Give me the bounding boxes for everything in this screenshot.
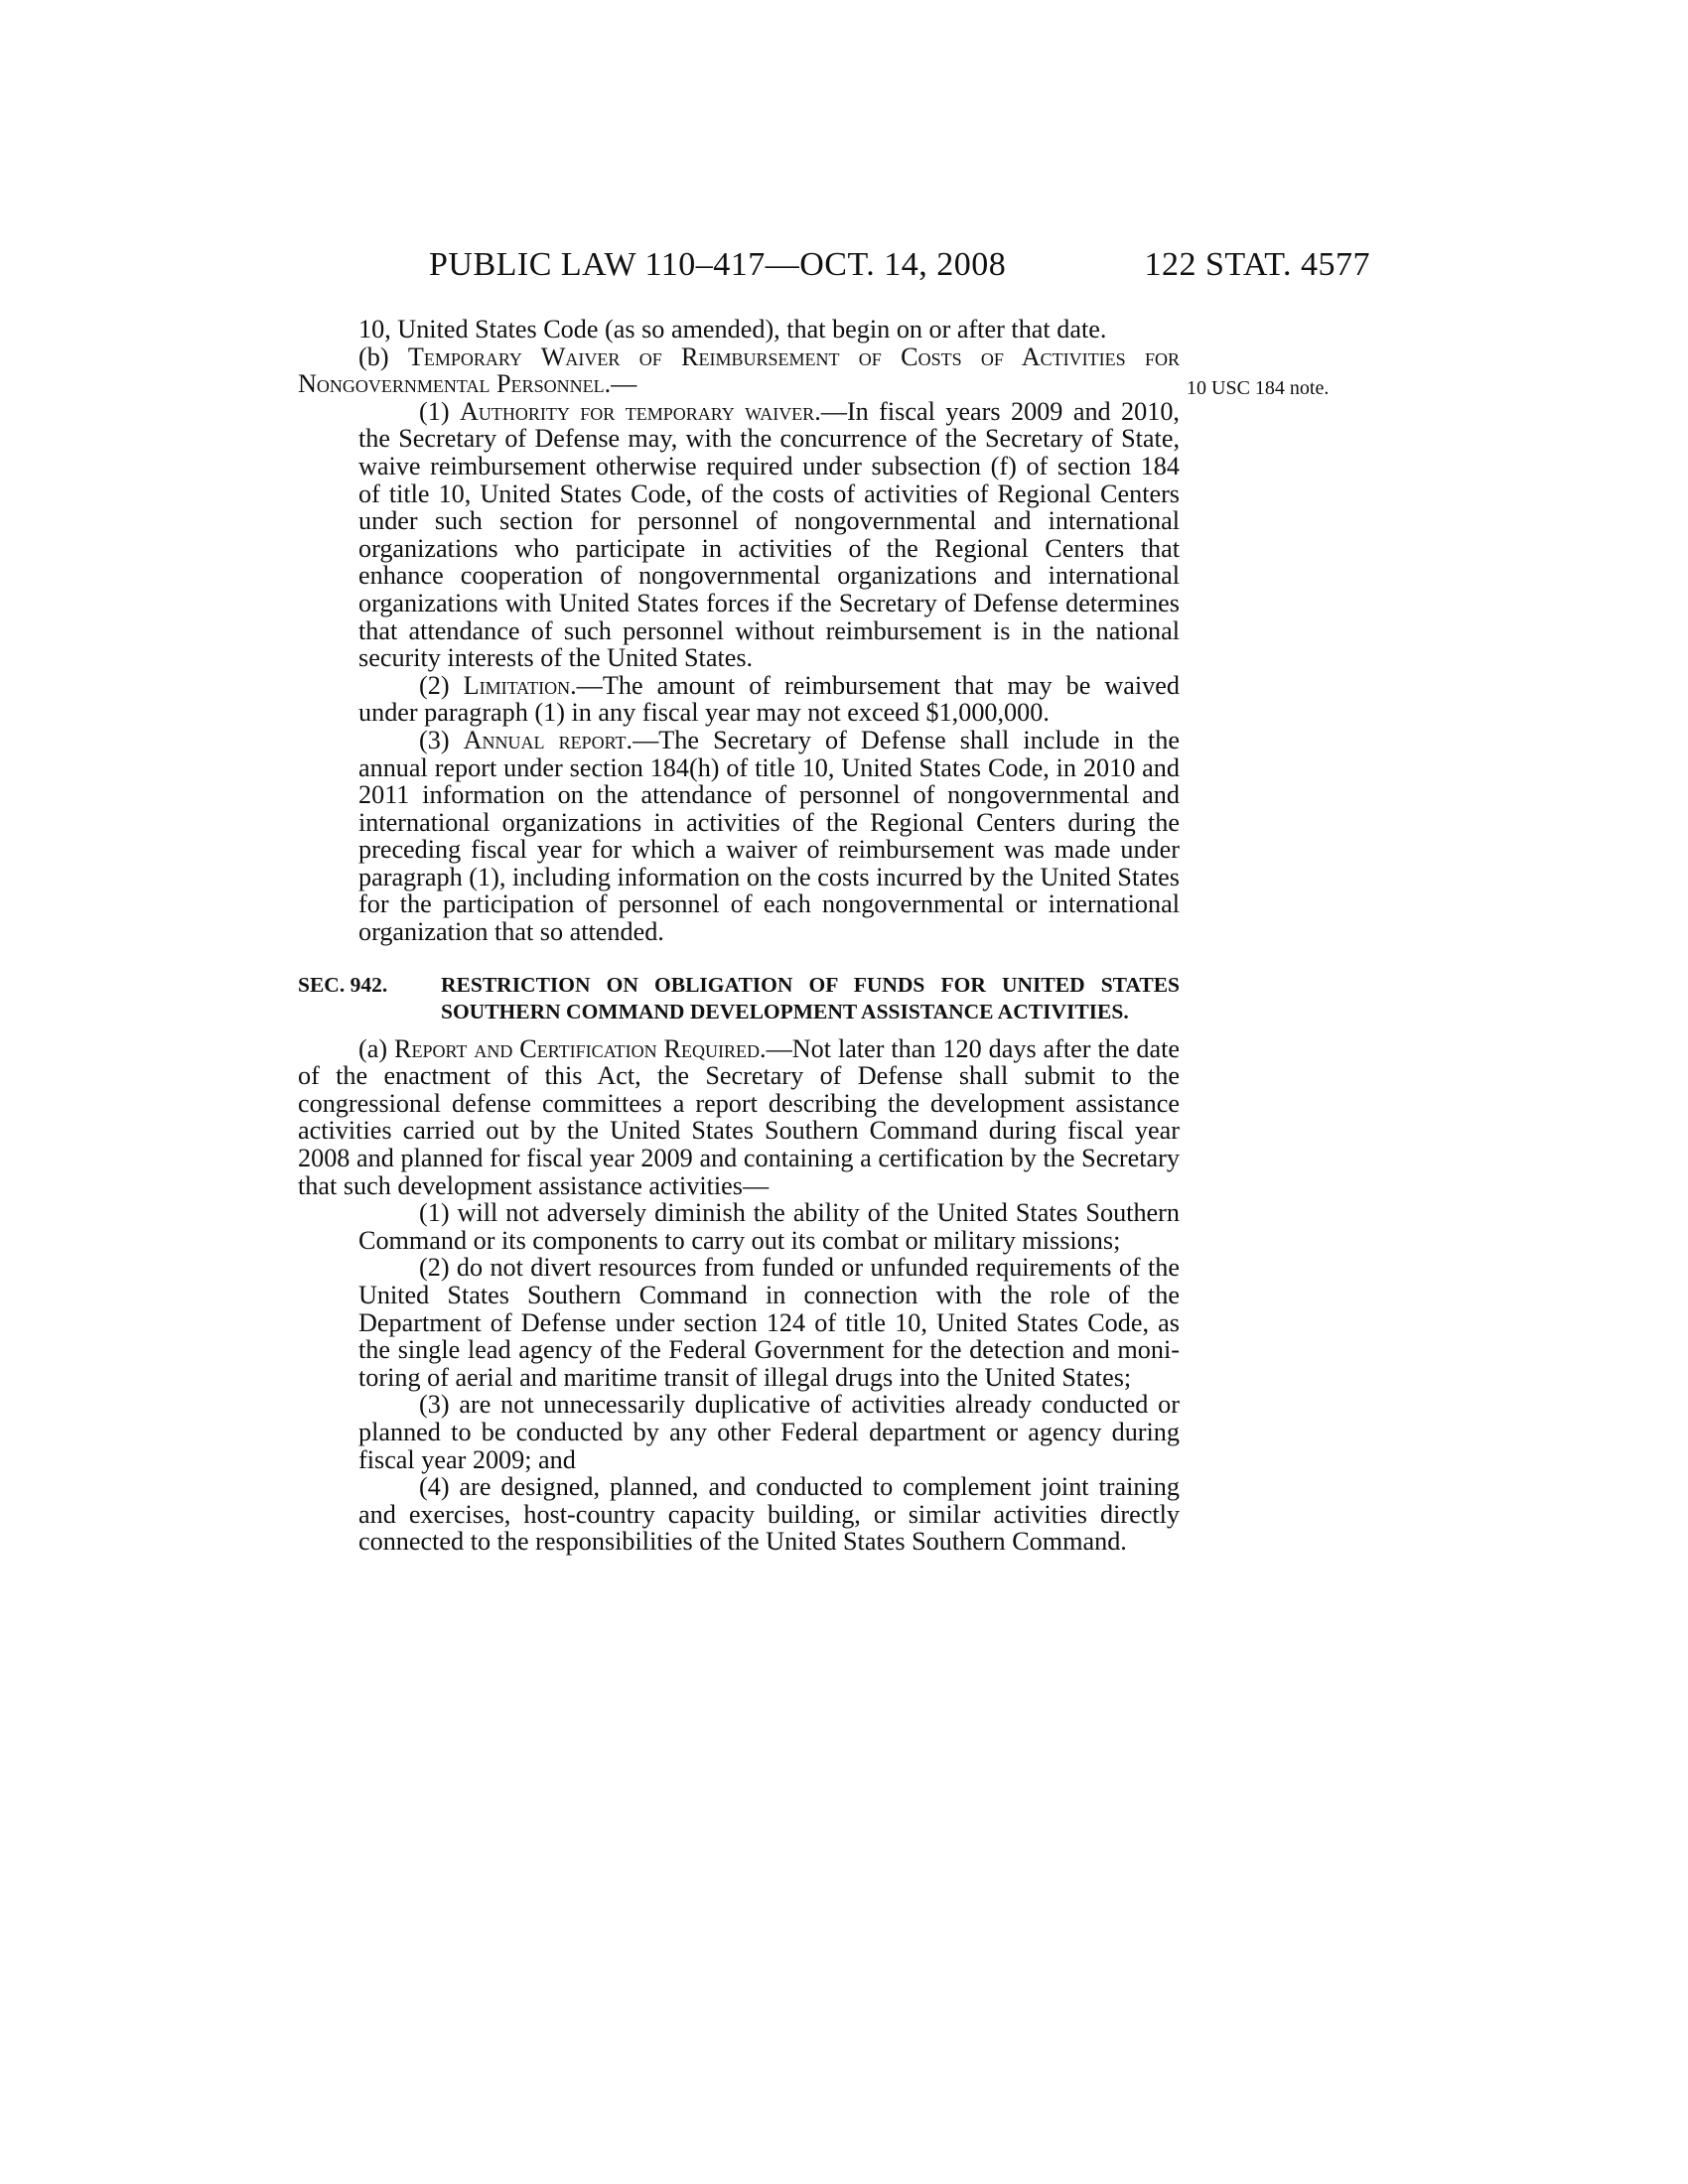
paragraph-b1 (298, 398, 1180, 672)
paragraph-b1-heading: Authority for temporary waiver. (459, 396, 821, 426)
paragraph-b3-heading: Annual report. (463, 725, 633, 754)
subsection-b-label: (b) (358, 341, 408, 371)
subsection-b-heading: Temporary Waiver of Reimbursement of Costs of Activities for Nongovernmental Personnel.— (298, 341, 1180, 399)
section-title: RESTRICTION ON OBLIGATION OF FUNDS FOR UNITED STATES SOUTHERN COMMAND DEVELOPMENT ASSISTANCE ACTIVITIES. (441, 972, 1180, 1024)
subsection-a-heading: Report and Certification Required. (394, 1033, 767, 1063)
subsection-a (298, 1035, 1180, 1200)
public-law-title: PUBLIC LAW 110–417—OCT. 14, 2008 (429, 246, 1007, 283)
paragraph-b2-label: (2) (419, 670, 464, 700)
margin-note: 10 USC 184 note. (1187, 377, 1330, 399)
paragraph-b2 (298, 672, 1180, 727)
list-item: (4) are designed, planned, and conducted to complement joint training and exercises, host-country capacity building, or similar activities directly connected to the responsibilities of the United States Southern Command. (358, 1472, 1180, 1557)
paragraph-b1-label: (1) (419, 396, 460, 426)
paragraph-b3-text: —The Secretary of Defense shall include in the annual report under section 184(h) of title 10, United States Code, in 2010 and 2011 information on the attendance of personnel of nongovernmental and international organizations in activities of the Regional Centers during the preceding fiscal year for which a waiver of reimbursement was made under paragraph (1), including information on the costs incurred by the United States for the participation of personnel of each nongovernmental or international organization that so attended. (358, 725, 1180, 947)
subsection-a-text: —Not later than 120 days after the date of the enactment of this Act, the Secretary of Defense shall submit to the congressional defense committees a report describing the development assistance activities carried out by the United States Southern Command during fiscal year 2008 and planned for fiscal year 2009 and containing a certification by the Secretary that such development assistance activities— (298, 1033, 1180, 1200)
list-item: (3) are not unnecessarily duplicative of activities already conducted or planned to be conducted by any other Federal department or agency during fiscal year 2009; and (358, 1390, 1180, 1474)
paragraph-b2-heading: Limitation. (463, 670, 577, 700)
subsection-a-label: (a) (358, 1033, 394, 1063)
continuation-paragraph: 10, United States Code (as so amended), that begin on or after that date. (358, 315, 1107, 343)
list-item: (2) do not divert resources from funded or unfunded requirements of the United States Southern Command in connection with the role of the Department of Defense under section 124 of title 10, United States Code, as the single lead agency of the Federal Government for the detection and monitoring of aerial and maritime transit of illegal drugs into the United States; (358, 1253, 1180, 1392)
document-body (298, 316, 1180, 1556)
list-item: (1) will not adversely diminish the ability of the United States Southern Command or its components to carry out its combat or military missions; (358, 1198, 1180, 1255)
section-heading (298, 972, 1180, 1025)
section-number: SEC. 942. (298, 972, 388, 997)
page-header (298, 246, 1370, 296)
paragraph-b3 (298, 727, 1180, 946)
subsection-b (298, 343, 1180, 398)
paragraph-b2-text: —The amount of reimbursement that may be waived under paragraph (1) in any fiscal year may not exceed $1,000,000. (358, 670, 1180, 728)
stat-page-number: 122 STAT. 4577 (1144, 246, 1370, 283)
paragraph-b1-text: —In fiscal years 2009 and 2010, the Secretary of Defense may, with the concurrence of the Secretary of State, waive reimbursement otherwise required under subsection (f) of section 184 of title 10, United States Code, of the costs of activities of Regional Centers under such section for personnel of nongovernmental and international organizations who participate in activities of the Regional Centers that enhance cooperation of nongovernmental organizations and international organizations with United States forces if the Secretary of Defense determines that attendance of such personnel without reimbursement is in the national security interests of the United States. (358, 396, 1180, 673)
paragraph-b3-label: (3) (419, 725, 464, 754)
